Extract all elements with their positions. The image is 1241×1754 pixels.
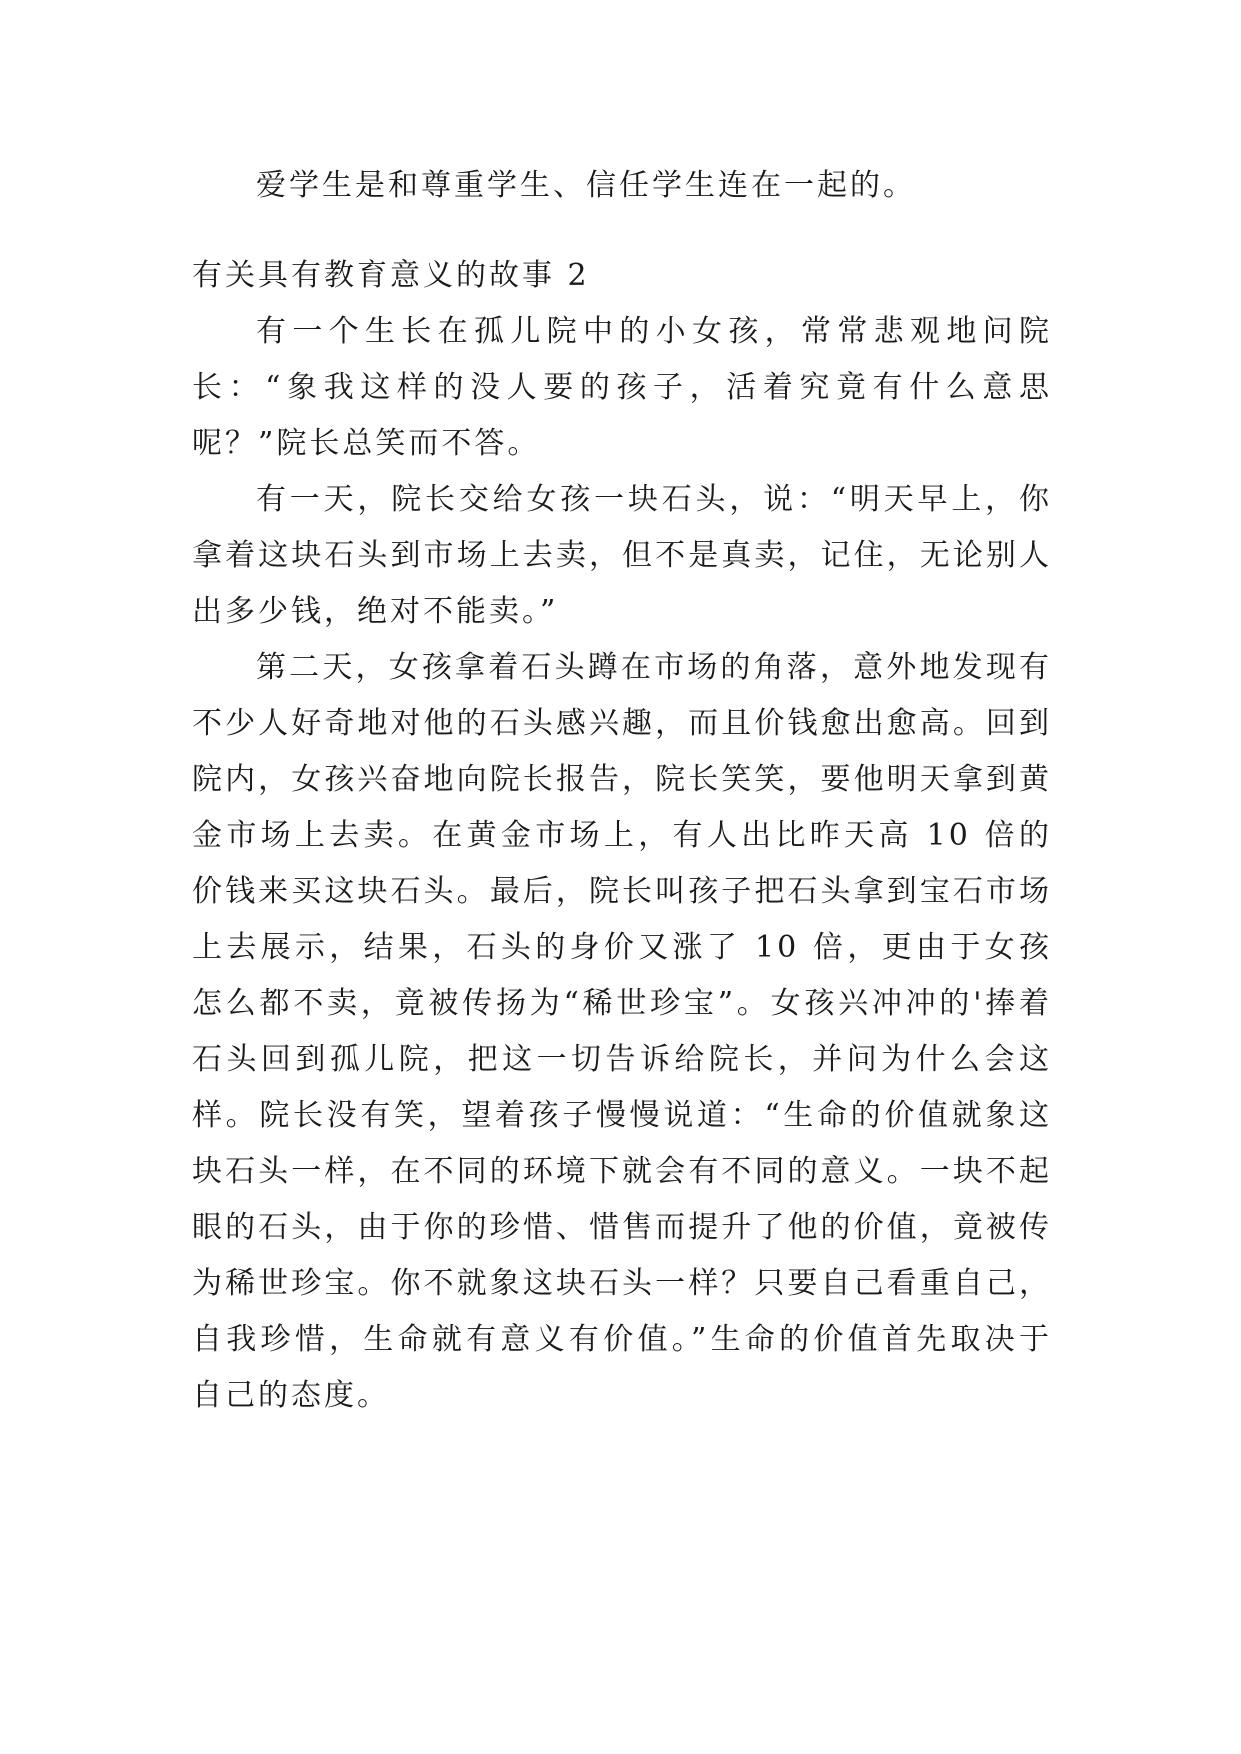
opening-line: 爱学生是和尊重学生、信任学生连在一起的。 <box>256 168 916 203</box>
paragraph-3: 第二天，女孩拿着石头蹲在市场的角落，意外地发现有不少人好奇地对他的石头感兴趣，而且价钱愈出愈高。回到院内，女孩兴奋地向院长报告，院长笑笑，要他明天拿到黄金市场上去卖。在黄金市场上，有人出比昨天高 10 倍的价钱来买这块石头。最后，院长叫孩子把石头拿到宝石市场上去展示，结果，石头的身价又涨了 10 倍，更由于女孩怎么都不卖，竟被传扬为“稀世珍宝”。女孩兴冲冲的'捧着石头回到孤儿院，把这一切告诉给院长，并问为什么会这样。院长没有笑，望着孩子慢慢说道：“生命的价值就象这块石头一样，在不同的环境下就会有不同的意义。一块不起眼的石头，由于你的珍惜、惜售而提升了他的价值，竟被传为稀世珍宝。你不就象这块石头一样？只要自己看重自己，自我珍惜，生命就有意义有价值。”生命的价值首先取决于自己的态度。 <box>192 650 1052 1413</box>
paragraph-1: 有一个生长在孤儿院中的小女孩，常常悲观地问院长：“象我这样的没人要的孩子，活着究竟有什么意思呢？”院长总笑而不答。 <box>192 314 1052 461</box>
document-body <box>192 158 1052 1424</box>
paragraph-2: 有一天，院长交给女孩一块石头，说：“明天早上，你拿着这块石头到市场上去卖，但不是真卖，记住，无论别人出多少钱，绝对不能卖。” <box>192 482 1052 629</box>
section-heading: 有关具有教育意义的故事 2 <box>192 258 590 293</box>
section-gap <box>192 214 1052 248</box>
